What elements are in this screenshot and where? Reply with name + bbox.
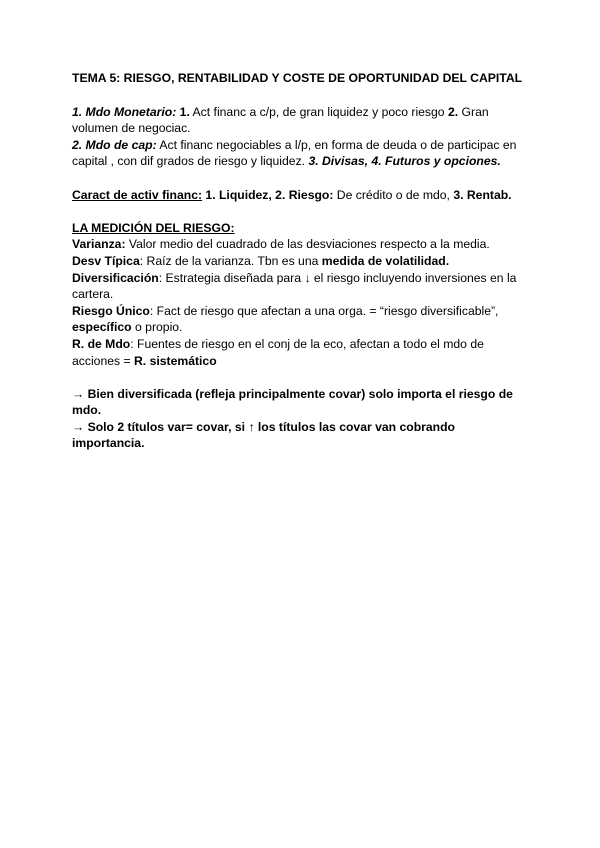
spacer	[72, 203, 530, 220]
mdo-monetario-text2: Gran volumen de negociac.	[72, 104, 489, 136]
unico-label: Riesgo Único	[72, 303, 150, 318]
spacer	[72, 170, 530, 187]
divers-text: : Estrategia diseñada para ↓ el riesgo incluyendo inversiones en la cartera.	[72, 270, 517, 302]
mdo-cap-text: Act financ negociables a l/p, en forma de deuda o de participac en capital , con dif grados de riesgo y liquidez.	[72, 137, 517, 169]
spacer	[72, 369, 530, 386]
divers-label: Diversificación	[72, 270, 159, 285]
document-title: TEMA 5: RIESGO, RENTABILIDAD Y COSTE DE OPORTUNIDAD DEL CAPITAL	[72, 71, 523, 85]
mdo-label: R. de Mdo	[72, 336, 131, 351]
paragraph-caract	[72, 187, 530, 204]
mdo-monetario-label: 1. Mdo Monetario:	[72, 104, 177, 119]
caract-item3: 3. Rentab.	[453, 187, 512, 202]
risk-heading-text: LA MEDICIÓN DEL RIESGO:	[72, 220, 235, 235]
caract-text: De crédito o de mdo,	[333, 187, 454, 202]
mdo-monetario-n1: 1.	[179, 104, 190, 119]
paragraph-mdo-monetario	[72, 104, 530, 137]
paragraph-mdo-cap	[72, 137, 530, 170]
varianza-label: Varianza:	[72, 237, 126, 252]
paragraph-varianza	[72, 236, 530, 253]
paragraph-riesgo-mdo	[72, 336, 530, 369]
caract-label: Caract de activ financ:	[72, 187, 203, 202]
caract-item1: 1. Liquidez, 2. Riesgo:	[202, 187, 334, 202]
unico-text: : Fact de riesgo que afectan a una orga. = “riesgo diversificable”,	[149, 303, 499, 318]
paragraph-desv-tipica	[72, 253, 530, 270]
mdo-cap-label: 2. Mdo de cap:	[72, 137, 157, 152]
mdo-text: : Fuentes de riesgo en el conj de la eco, afectan a todo el mdo de acciones =	[72, 336, 484, 368]
mdo-bold: R. sistemático	[134, 353, 217, 368]
unico-bold: específico	[72, 320, 132, 335]
mdo-monetario-text1: Act financ a c/p, de gran liquidez y poco riesgo	[189, 104, 448, 119]
unico-tail: o propio.	[131, 320, 183, 335]
note-1-text: → Bien diversificada (refleja principalmente covar) solo importa el riesgo de mdo.	[72, 386, 513, 418]
desv-text: : Raíz de la varianza. Tbn es una	[139, 253, 322, 268]
mdo-cap-tail: 3. Divisas, 4. Futuros y opciones.	[308, 154, 501, 169]
desv-label: Desv Típica	[72, 253, 140, 268]
paragraph-diversificacion	[72, 270, 530, 303]
note-2	[72, 419, 530, 452]
note-2-text: → Solo 2 títulos var= covar, si ↑ los títulos las covar van cobrando importancia.	[72, 419, 456, 451]
paragraph-riesgo-unico	[72, 303, 530, 336]
note-1	[72, 386, 530, 419]
desv-bold: medida de volatilidad.	[321, 253, 450, 268]
risk-heading	[72, 220, 530, 237]
mdo-monetario-n2: 2.	[447, 104, 459, 119]
varianza-text: Valor medio del cuadrado de las desviaciones respecto a la media.	[125, 237, 490, 252]
